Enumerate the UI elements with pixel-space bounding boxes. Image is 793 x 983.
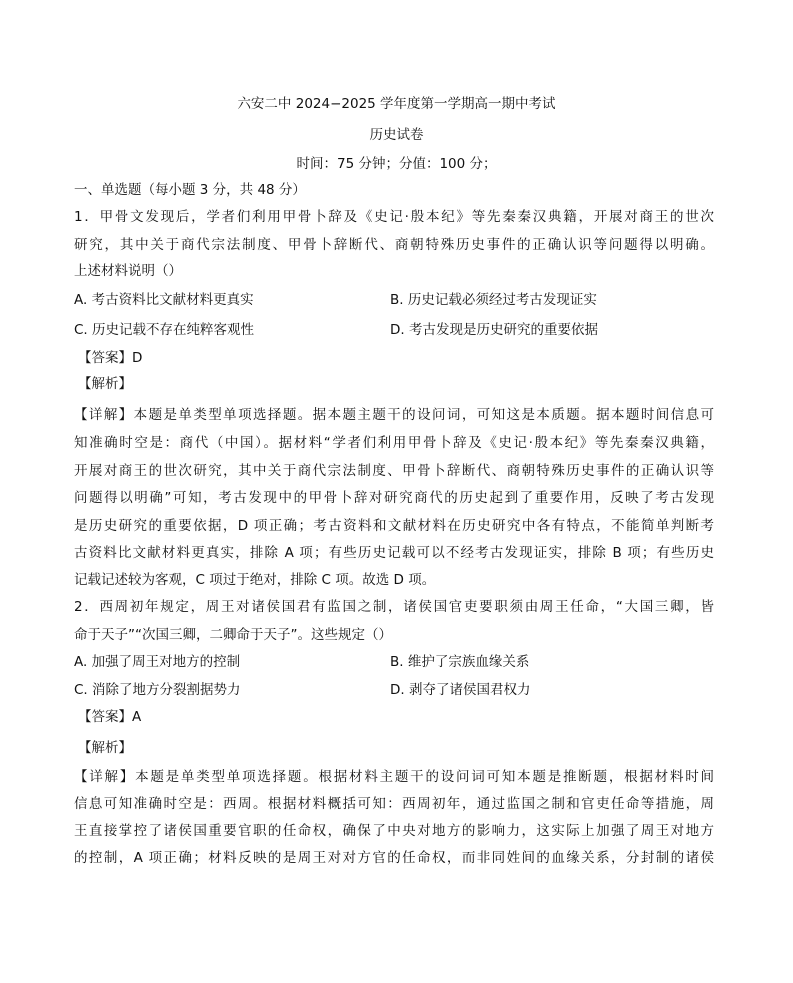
- q1-detail-line: 开展对商王的世次研究，其中关于商代宗法制度、甲骨卜辞断代、商朝特殊历史事件的正确认识等: [74, 463, 714, 479]
- subject-title: 历史试卷: [369, 127, 424, 143]
- q2-option-c: C. 消除了地方分裂割据势力: [74, 682, 241, 698]
- q1-detail-line: 是历史研究的重要依据，D 项正确；考古资料和文献材料在历史研究中各有特点，不能简单判断考: [74, 518, 714, 534]
- q2-option-b: B. 维护了宗族血缘关系: [390, 654, 530, 670]
- q1-option-d: D. 考古发现是历史研究的重要依据: [390, 322, 598, 338]
- q2-stem-line: 2．西周初年规定，周王对诸侯国君有监国之制，诸侯国官吏要职须由周王任命，“大国三卿，皆: [74, 599, 714, 615]
- q2-analysis-tag: 【解析】: [78, 740, 132, 756]
- q1-option-a: A. 考古资料比文献材料更真实: [74, 292, 254, 308]
- exam-title: 六安二中 2024−2025 学年度第一学期高一期中考试: [237, 96, 556, 112]
- q1-detail-line: 古资料比文献材料更真实，排除 A 项；有些历史记载可以不经考古发现证实，排除 B 项；有些历史: [74, 545, 714, 561]
- q1-stem-line: 1．甲骨文发现后，学者们利用甲骨卜辞及《史记·殷本纪》等先秦秦汉典籍，开展对商王的世次: [74, 209, 714, 225]
- time-info: 时间：75 分钟；分值：100 分；: [296, 156, 497, 172]
- q1-answer: 【答案】D: [78, 350, 143, 366]
- q1-stem-line: 上述材料说明（）: [74, 263, 182, 279]
- q1-analysis-tag: 【解析】: [78, 376, 132, 392]
- q1-option-c: C. 历史记载不存在纯粹客观性: [74, 322, 255, 338]
- q2-detail-line: 的控制，A 项正确；材料反映的是周王对对方官的任命权，而非同姓间的血缘关系，分封制的诸侯: [74, 850, 714, 866]
- q1-option-b: B. 历史记载必须经过考古发现证实: [390, 292, 597, 308]
- q1-detail-line: 问题得以明确”可知，考古发现中的甲骨卜辞对研究商代的历史起到了重要作用，反映了考古发现: [74, 490, 714, 506]
- q2-detail-line: 信息可知准确时空是：西周。根据材料概括可知：西周初年，通过监国之制和官吏任命等措施，周: [74, 796, 714, 812]
- q2-answer: 【答案】A: [78, 709, 142, 725]
- section-heading: 一、单选题（每小题 3 分，共 48 分）: [74, 182, 306, 198]
- q1-detail-line: 【详解】本题是单类型单项选择题。据本题主题干的设问词，可知这是本质题。据本题时间信息可: [74, 407, 714, 423]
- q1-stem-line: 研究，其中关于商代宗法制度、甲骨卜辞断代、商朝特殊历史事件的正确认识等问题得以明确。: [74, 237, 714, 253]
- q2-stem-line: 命于天子”“次国三卿，二卿命于天子”。这些规定（）: [74, 627, 392, 643]
- q1-detail-line: 知准确时空是：商代（中国）。据材料“学者们利用甲骨卜辞及《史记·殷本纪》等先秦秦汉典籍，: [74, 435, 714, 451]
- q1-detail-line: 记载记述较为客观，C 项过于绝对，排除 C 项。故选 D 项。: [74, 572, 436, 588]
- q2-option-d: D. 剥夺了诸侯国君权力: [390, 682, 531, 698]
- q2-option-a: A. 加强了周王对地方的控制: [74, 654, 241, 670]
- q2-detail-line: 王直接掌控了诸侯国重要官职的任命权，确保了中央对地方的影响力，这实际上加强了周王对地方: [74, 823, 714, 839]
- q2-detail-line: 【详解】本题是单类型单项选择题。根据材料主题干的设问词可知本题是推断题，根据材料时间: [74, 769, 714, 785]
